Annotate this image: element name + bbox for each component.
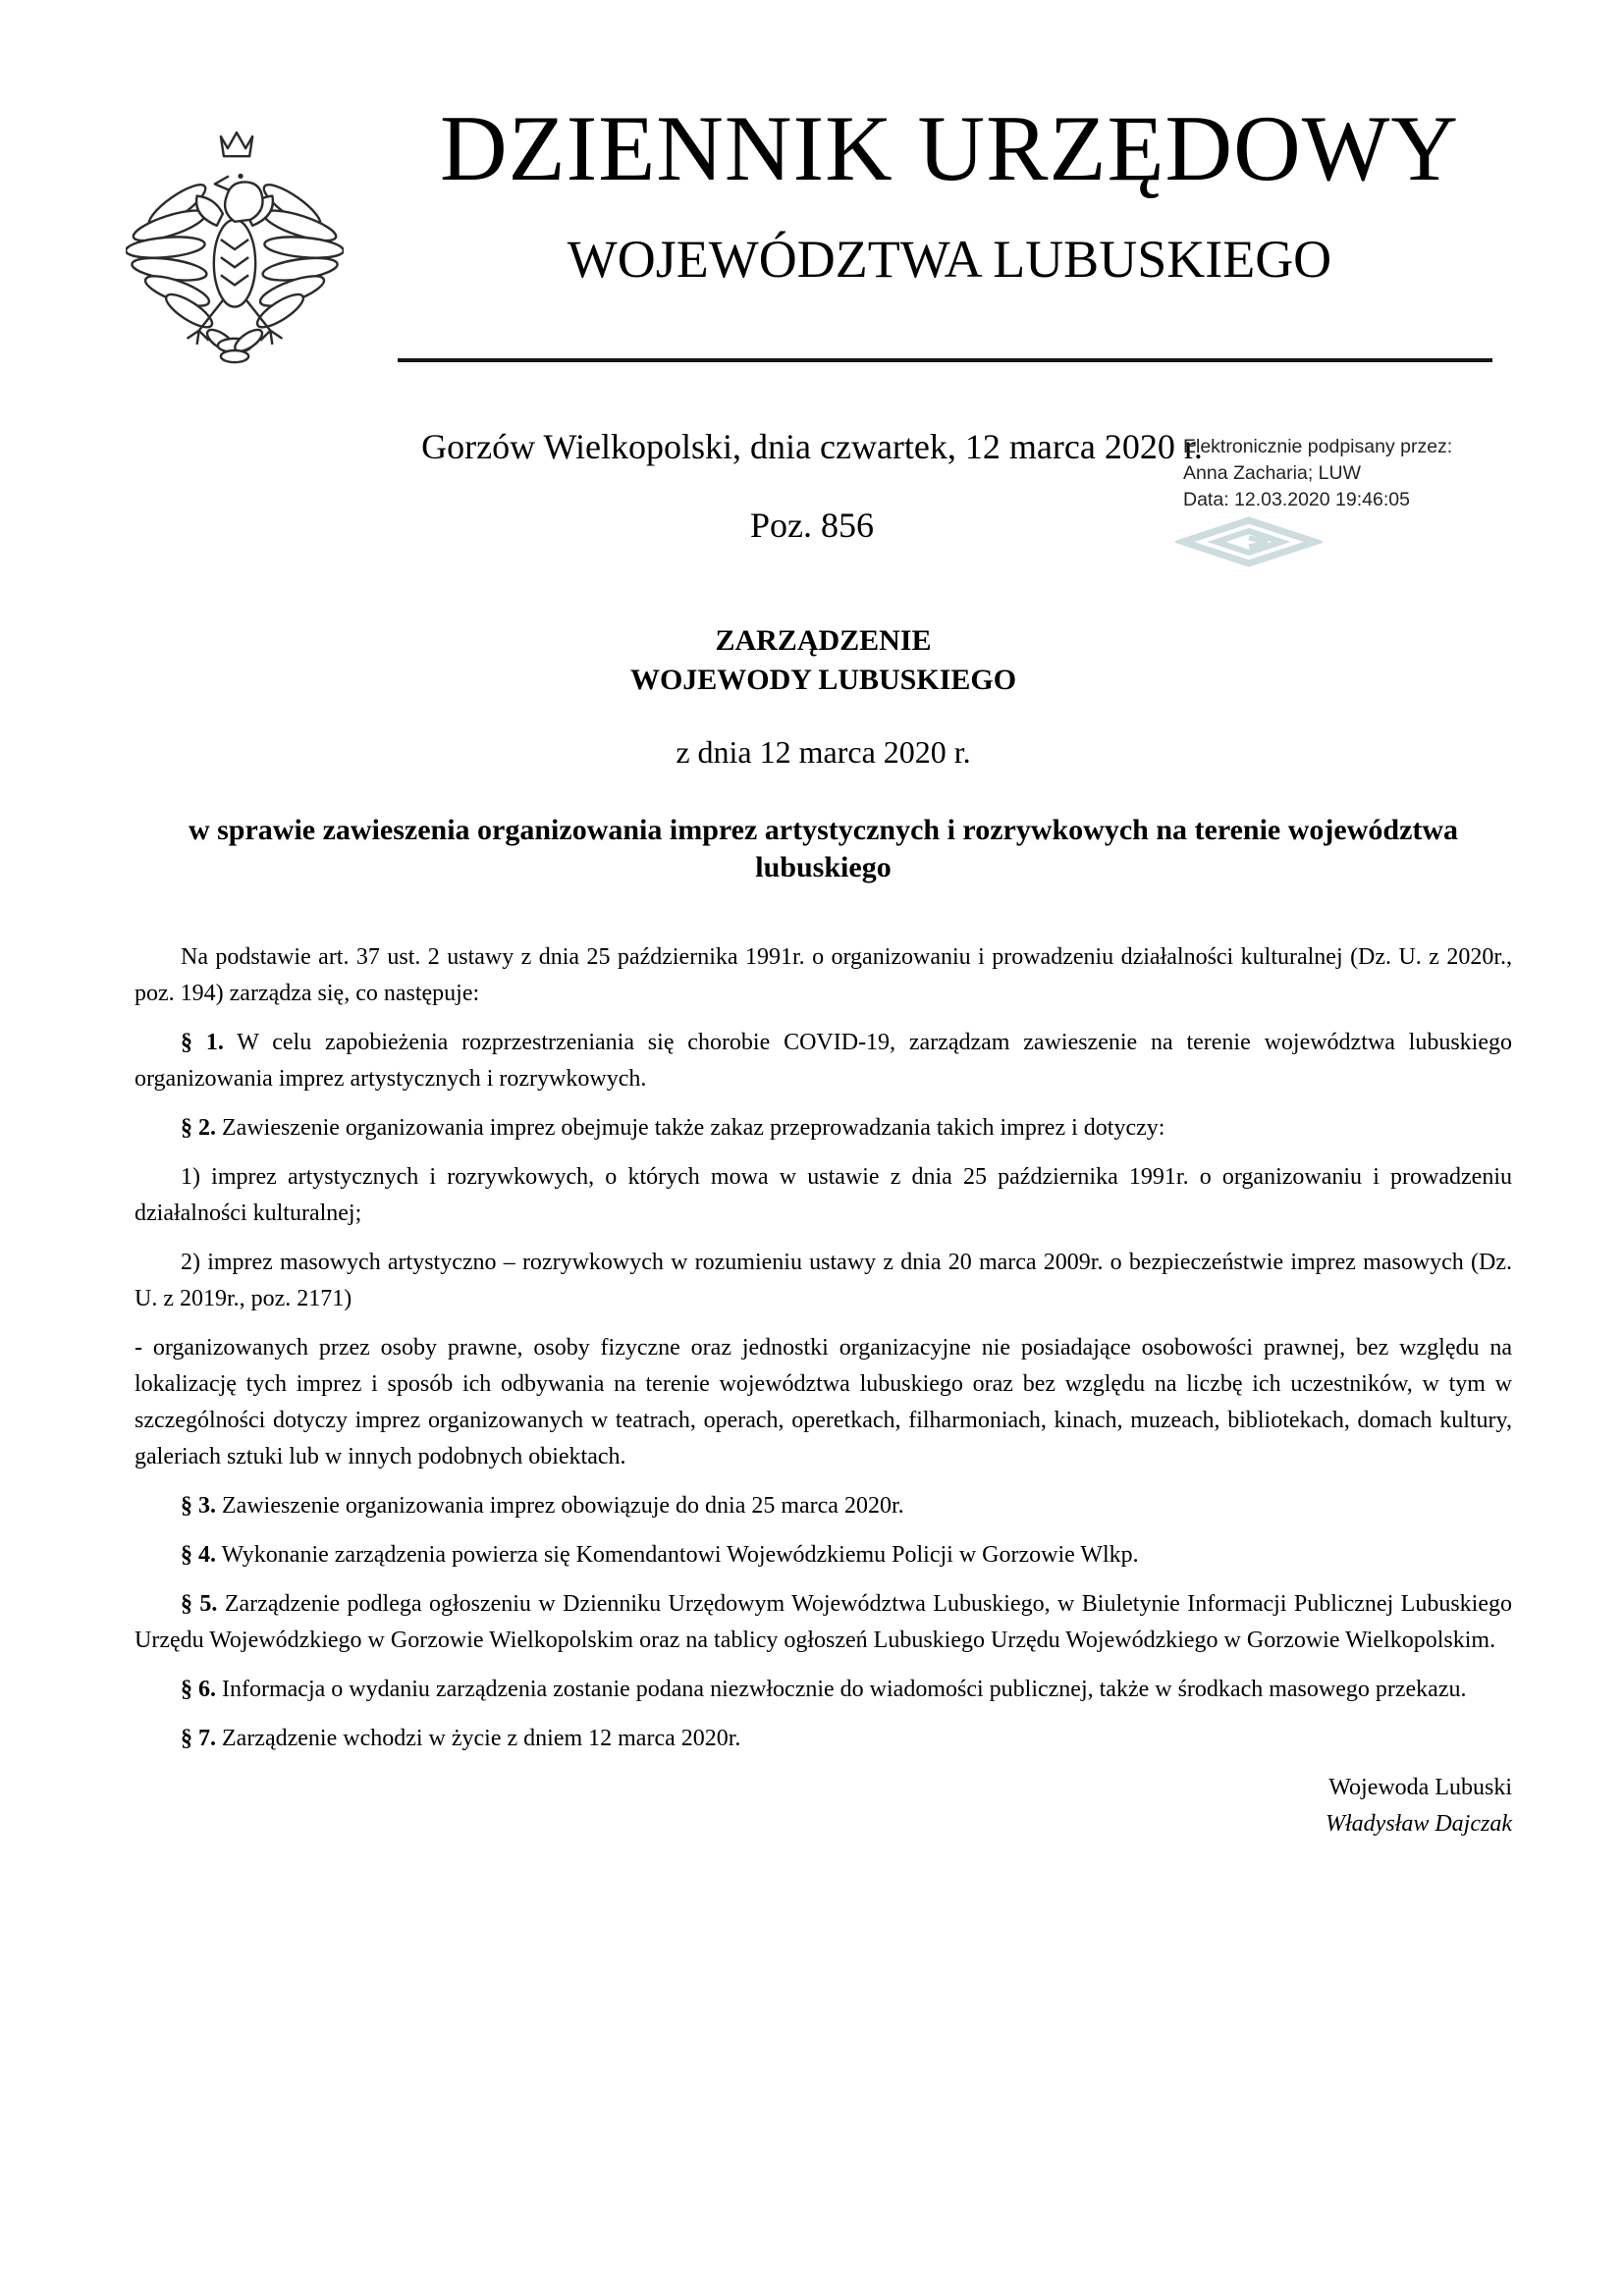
masthead-titles <box>295 94 1604 291</box>
header-rule <box>398 358 1492 362</box>
act-heading-line2: WOJEWODY LUBUSKIEGO <box>629 664 1017 696</box>
paragraph-5: § 5. Zarządzenie podlega ogłoszeniu w Dzienniku Urzędowym Województwa Lubuskiego, w Biuletynie Informacji Publicznej Lubuskiego Urzędu Wojewódzkiego w Gorzowie Wielkopolskim oraz na tablicy ogłoszeń Lubuskiego Urzędu Wojewódzkiego w Gorzowie Wielkopolskim. <box>135 1591 1512 1653</box>
journal-masthead <box>0 0 1624 412</box>
act-date: z dnia 12 marca 2020 r. <box>676 734 971 770</box>
act-content <box>0 621 1624 1842</box>
journal-title: DZIENNIK URZĘDOWY <box>439 96 1460 200</box>
stamp-line-3: Data: 12.03.2020 19:46:05 <box>1183 489 1410 510</box>
paragraph-2-point-2: 2) imprez masowych artystyczno – rozrywkowych w rozumieniu ustawy z dnia 20 marca 2009r. o bezpieczeństwie imprez masowych (Dz. U. z 2019r., poz. 2171) <box>135 1250 1512 1311</box>
journal-subtitle: WOJEWÓDZTWA LUBUSKIEGO <box>567 230 1332 289</box>
paragraph-2-point-1: 1) imprez artystycznych i rozrywkowych, o których mowa w ustawie z dnia 25 października 1991r. o organizowaniu i prowadzeniu działalności kulturalnej; <box>135 1164 1512 1226</box>
paragraph-4: § 4. Wykonanie zarządzenia powierza się Komendantowi Wojewódzkiemu Policji w Gorzowie Wlkp. <box>181 1542 1139 1568</box>
act-heading-line1: ZARZĄDZENIE <box>715 624 932 657</box>
paragraph-2-dash: - organizowanych przez osoby prawne, osoby fizyczne oraz jednostki organizacyjne nie posiadające osobowości prawnej, bez względu na lokalizację tych imprez i sposób ich odbywania na terenie województwa lubuskiego oraz bez względu na liczbę ich uczestników, w tym w szczególności dotyczy imprez organizowanych w teatrach, operach, operetkach, filharmoniach, kinach, muzeach, bibliotekach, domach kultury, galeriach sztuki lub w innych podobnych obiektach. <box>135 1335 1512 1469</box>
electronic-signature-stamp <box>1183 434 1452 513</box>
paragraph-1: § 1. W celu zapobieżenia rozprzestrzeniania się chorobie COVID-19, zarządzam zawieszenie na terenie województwa lubuskiego organizowania imprez artystycznych i rozrywkowych. <box>135 1030 1513 1092</box>
signer-name: Władysław Dajczak <box>1326 1811 1512 1837</box>
act-paragraphs <box>135 939 1512 1757</box>
paragraph-2: § 2. Zawieszenie organizowania imprez obejmuje także zakaz przeprowadzania takich imprez i dotyczy: <box>181 1115 1165 1141</box>
meta-strip <box>0 412 1624 621</box>
paragraph-6: § 6. Informacja o wydaniu zarządzenia zostanie podana niezwłocznie do wiadomości publicznej, także w środkach masowego przekazu. <box>181 1677 1467 1702</box>
signer-title: Wojewoda Lubuski <box>1328 1775 1512 1800</box>
paragraph-7: § 7. Zarządzenie wchodzi w życie z dniem 12 marca 2020r. <box>181 1726 741 1751</box>
stamp-line-2: Anna Zacharia; LUW <box>1183 462 1361 484</box>
act-subject: w sprawie zawieszenia organizowania imprez artystycznych i rozrywkowych na terenie województwa lubuskiego <box>188 814 1459 883</box>
paragraph-intro: Na podstawie art. 37 ust. 2 ustawy z dnia 25 października 1991r. o organizowaniu i prowadzeniu działalności kulturalnej (Dz. U. z 2020r., poz. 194) zarządza się, co następuje: <box>135 944 1512 1006</box>
signature-block <box>135 1770 1512 1842</box>
dateline: Gorzów Wielkopolski, dnia czwartek, 12 marca 2020 r. <box>421 427 1203 466</box>
position-number: Poz. 856 <box>750 506 874 545</box>
paragraph-3: § 3. Zawieszenie organizowania imprez obowiązuje do dnia 25 marca 2020r. <box>181 1493 904 1519</box>
stamp-line-1: Elektronicznie podpisany przez: <box>1183 436 1453 457</box>
